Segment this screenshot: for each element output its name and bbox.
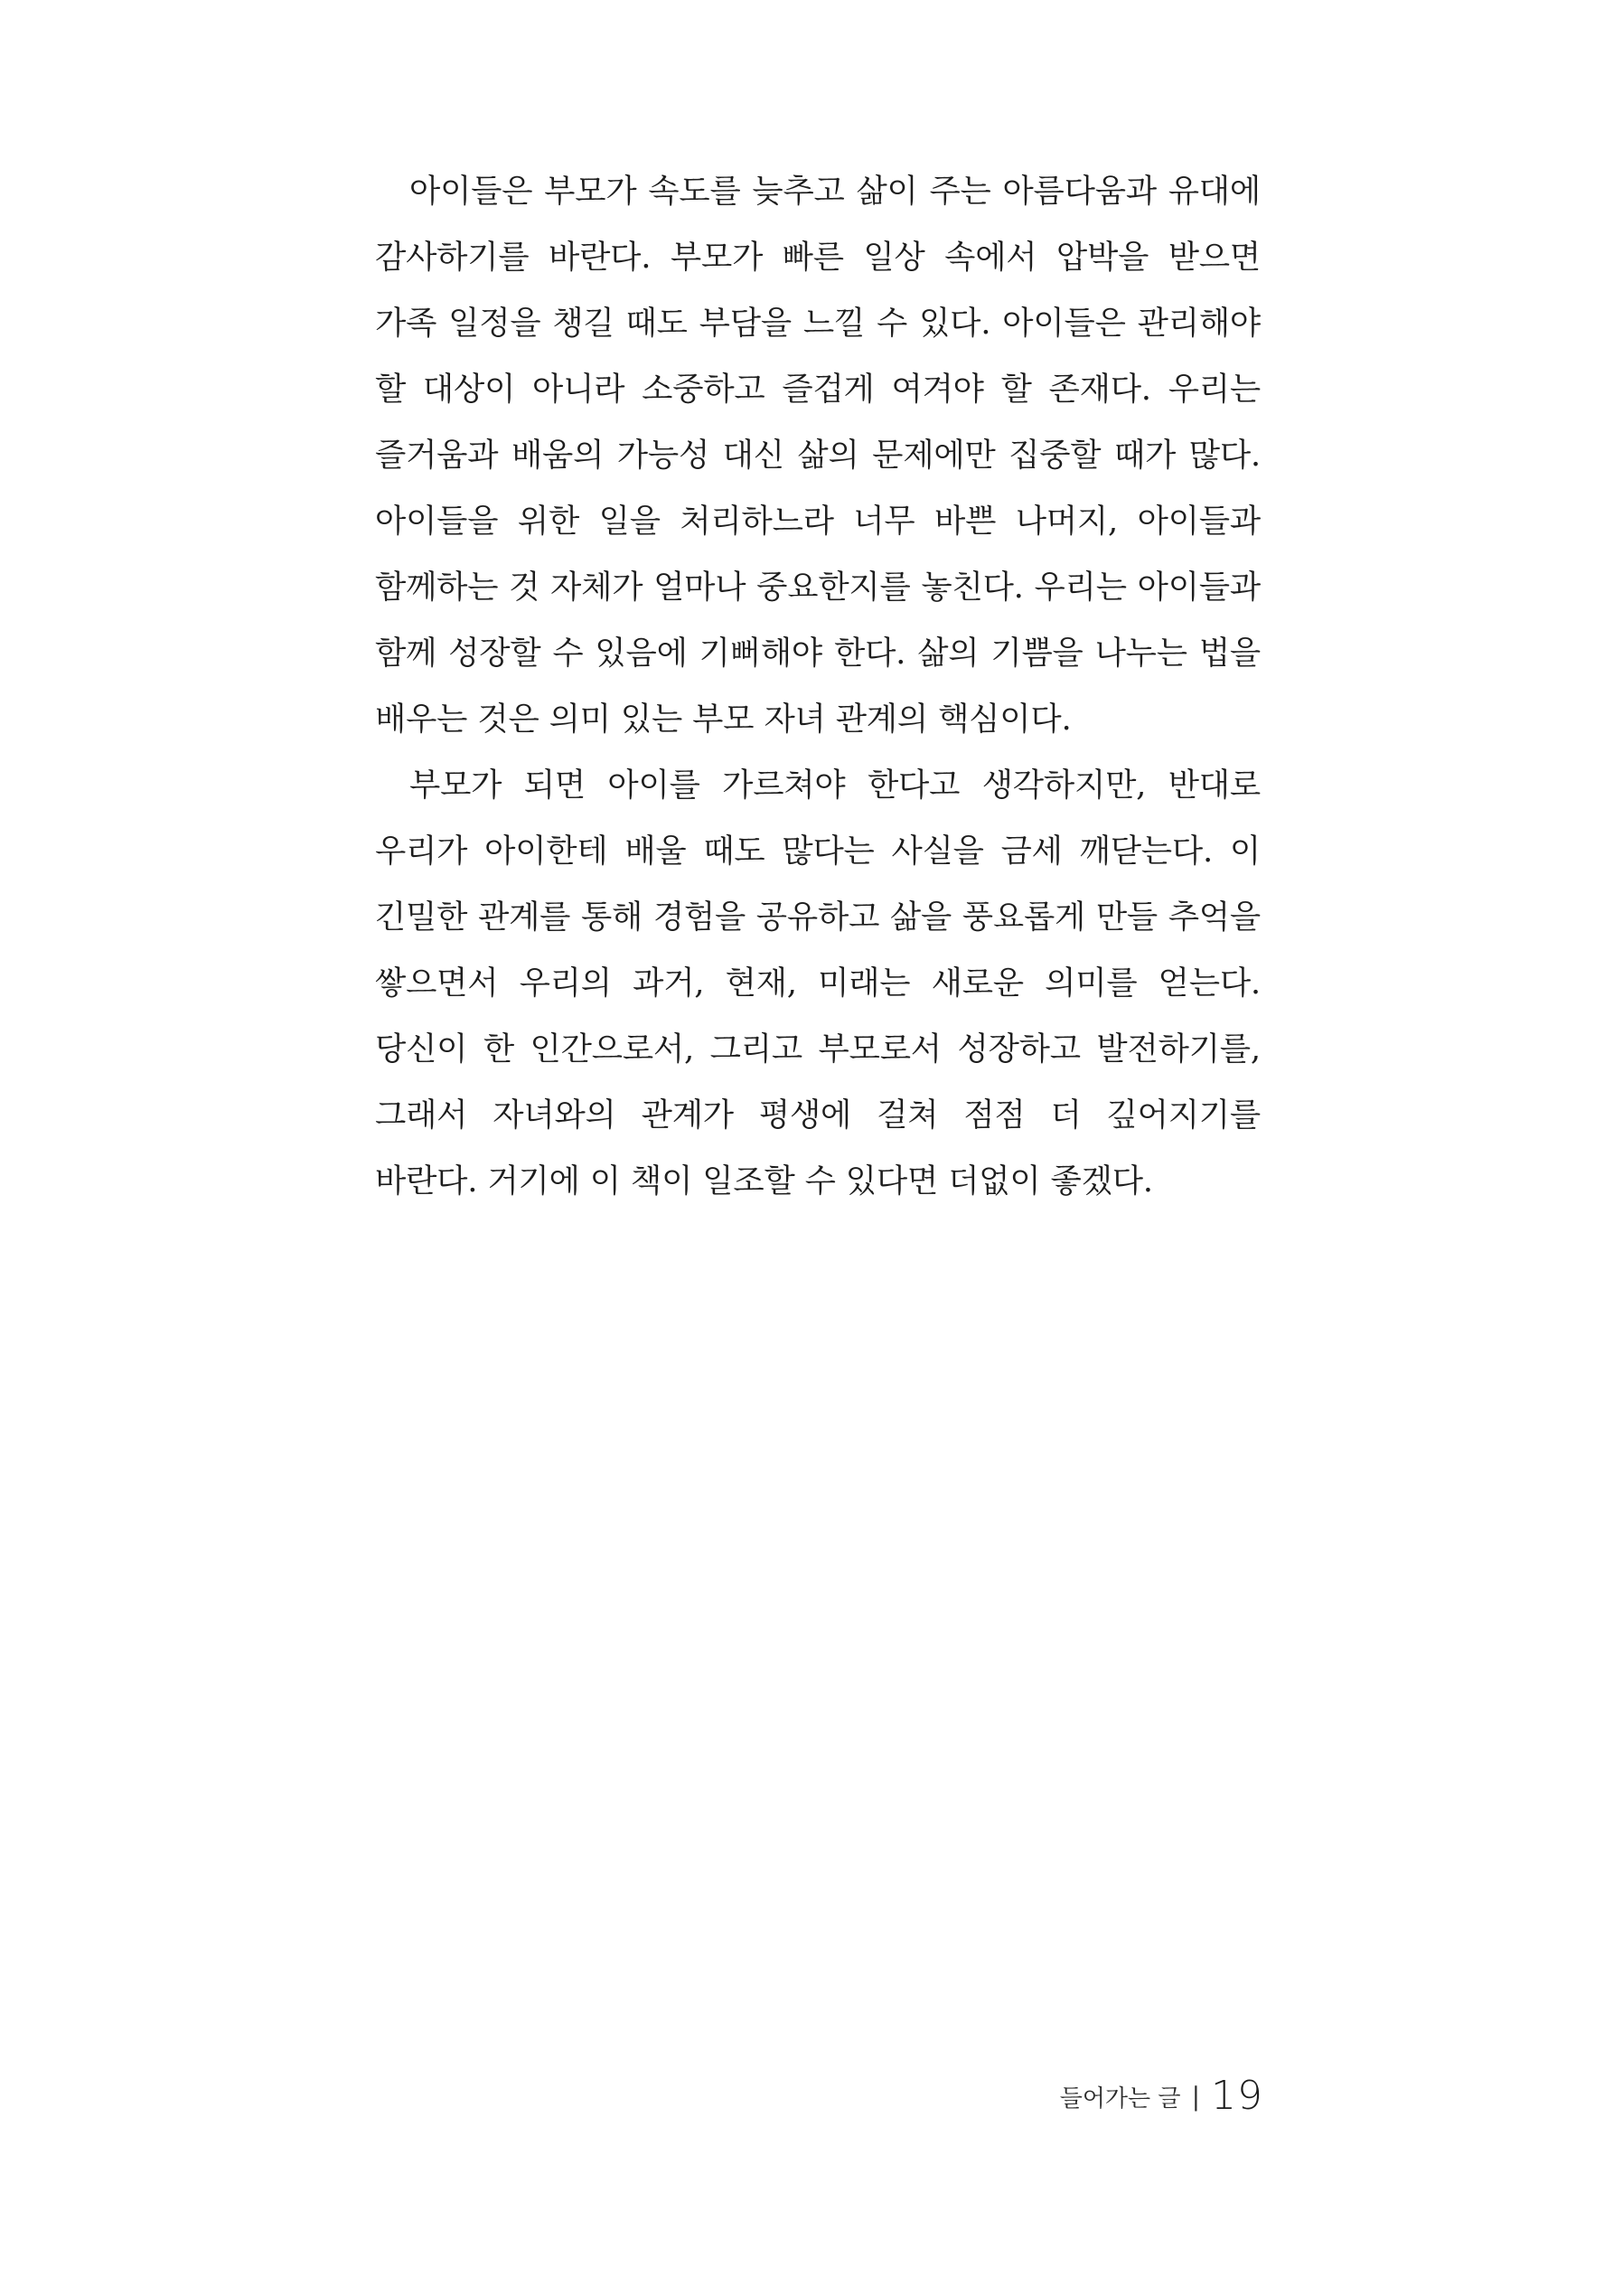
- page-number: 19: [1211, 2073, 1263, 2119]
- footer-separator: |: [1191, 2082, 1200, 2112]
- footer-content: [1059, 2070, 1263, 2119]
- body-paragraph-1: 아이들은 부모가 속도를 늦추고 삶이 주는 아름다움과 유대에 감사하기를 바란다. 부모가 빠른 일상 속에서 압박을 받으면 가족 일정을 챙길 때도 부담을 느낄 수 있다. 아이들은 관리해야 할 대상이 아니라 소중하고 즐겁게 여겨야 할 존재다. 우리는 즐거움과 배움의 가능성 대신 삶의 문제에만 집중할 때가 많다. 아이들을 위한 일을 처리하느라 너무 바쁜 나머지, 아이들과 함께하는 것 자체가 얼마나 중요한지를 놓친다. 우리는 아이들과 함께 성장할 수 있음에 기뻐해야 한다. 삶의 기쁨을 나누는 법을 배우는 것은 의미 있는 부모 자녀 관계의 핵심이다.: [375, 173, 1261, 738]
- page-footer: [0, 2070, 1623, 2133]
- body-text-column: [375, 158, 1261, 1214]
- footer-section-label: 들어가는 글: [1059, 2085, 1181, 2113]
- body-paragraph-2: 부모가 되면 아이를 가르쳐야 한다고 생각하지만, 반대로 우리가 아이한테 배울 때도 많다는 사실을 금세 깨닫는다. 이 긴밀한 관계를 통해 경험을 공유하고 삶을 풍요롭게 만들 추억을 쌓으면서 우리의 과거, 현재, 미래는 새로운 의미를 얻는다. 당신이 한 인간으로서, 그리고 부모로서 성장하고 발전하기를, 그래서 자녀와의 관계가 평생에 걸쳐 점점 더 깊어지기를 바란다. 거기에 이 책이 일조할 수 있다면 더없이 좋겠다.: [375, 767, 1261, 1200]
